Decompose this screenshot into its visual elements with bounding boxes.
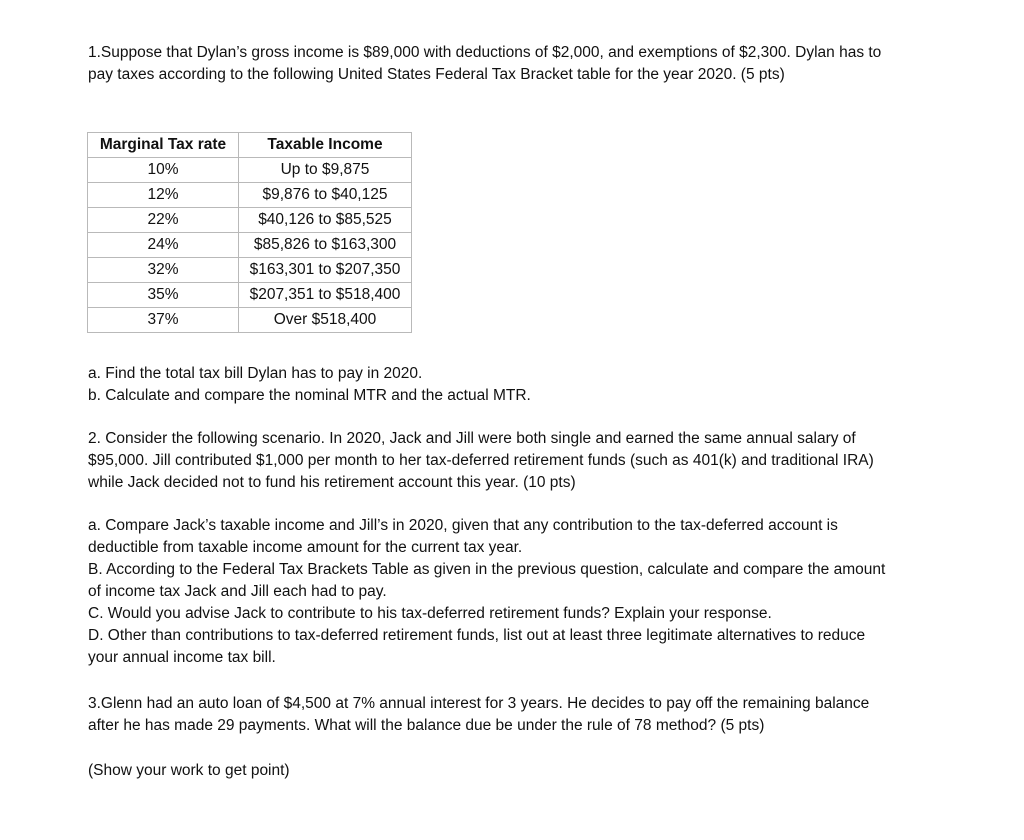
header-marginal-tax-rate: Marginal Tax rate [88,133,239,158]
income-range-cell: Over $518,400 [239,308,412,333]
table-row [88,283,412,308]
tax-rate-cell: 24% [88,233,239,258]
question-2-part-a-line-2: deductible from taxable income amount for the current tax year. [88,539,523,556]
tax-rate-cell: 12% [88,183,239,208]
table-row [88,208,412,233]
question-2-text [88,428,948,494]
income-range-cell: $9,876 to $40,125 [239,183,412,208]
question-1-part-a: a. Find the total tax bill Dylan has to pay in 2020. [88,365,423,382]
show-work-note-text: (Show your work to get point) [88,762,290,779]
tax-rate-cell: 22% [88,208,239,233]
table-row [88,158,412,183]
question-2-parts [88,515,948,669]
tax-bracket-table [87,132,412,333]
question-1-line-2: pay taxes according to the following United States Federal Tax Bracket table for the year 2020. (5 pts) [88,66,785,83]
table-row [88,258,412,283]
tax-rate-cell: 37% [88,308,239,333]
table-row [88,183,412,208]
question-1-line-1: 1.Suppose that Dylan’s gross income is $89,000 with deductions of $2,000, and exemptions of $2,300. Dylan has to [88,44,882,61]
question-2-line-3: while Jack decided not to fund his retirement account this year. (10 pts) [88,474,576,491]
question-2-part-c: C. Would you advise Jack to contribute to his tax-deferred retirement funds? Explain your response. [88,605,772,622]
tax-rate-cell: 10% [88,158,239,183]
income-range-cell: Up to $9,875 [239,158,412,183]
tax-rate-cell: 32% [88,258,239,283]
question-2-part-b-line-1: B. According to the Federal Tax Brackets Table as given in the previous question, calculate and compare the amount [88,561,886,578]
question-3-line-1: 3.Glenn had an auto loan of $4,500 at 7% annual interest for 3 years. He decides to pay off the remaining balance [88,695,870,712]
header-taxable-income: Taxable Income [239,133,412,158]
question-1-text [88,42,948,86]
question-2-part-b-line-2: of income tax Jack and Jill each had to pay. [88,583,387,600]
table-row [88,308,412,333]
table-row [88,233,412,258]
tax-rate-cell: 35% [88,283,239,308]
income-range-cell: $163,301 to $207,350 [239,258,412,283]
income-range-cell: $207,351 to $518,400 [239,283,412,308]
question-2-line-1: 2. Consider the following scenario. In 2020, Jack and Jill were both single and earned the same annual salary of [88,430,856,447]
question-3-line-2: after he has made 29 payments. What will the balance due be under the rule of 78 method? (5 pts) [88,717,765,734]
question-1-part-b: b. Calculate and compare the nominal MTR and the actual MTR. [88,387,531,404]
show-work-note [88,760,948,782]
question-2-part-d-line-2: your annual income tax bill. [88,649,276,666]
question-2-line-2: $95,000. Jill contributed $1,000 per month to her tax-deferred retirement funds (such as 401(k) and traditional IRA) [88,452,874,469]
question-2-part-d-line-1: D. Other than contributions to tax-deferred retirement funds, list out at least three legitimate alternatives to reduce [88,627,866,644]
question-1-parts [88,363,948,407]
question-2-part-a-line-1: a. Compare Jack’s taxable income and Jill’s in 2020, given that any contribution to the tax-deferred account is [88,517,838,534]
income-range-cell: $85,826 to $163,300 [239,233,412,258]
question-3-text [88,693,948,737]
income-range-cell: $40,126 to $85,525 [239,208,412,233]
table-header-row [88,133,412,158]
